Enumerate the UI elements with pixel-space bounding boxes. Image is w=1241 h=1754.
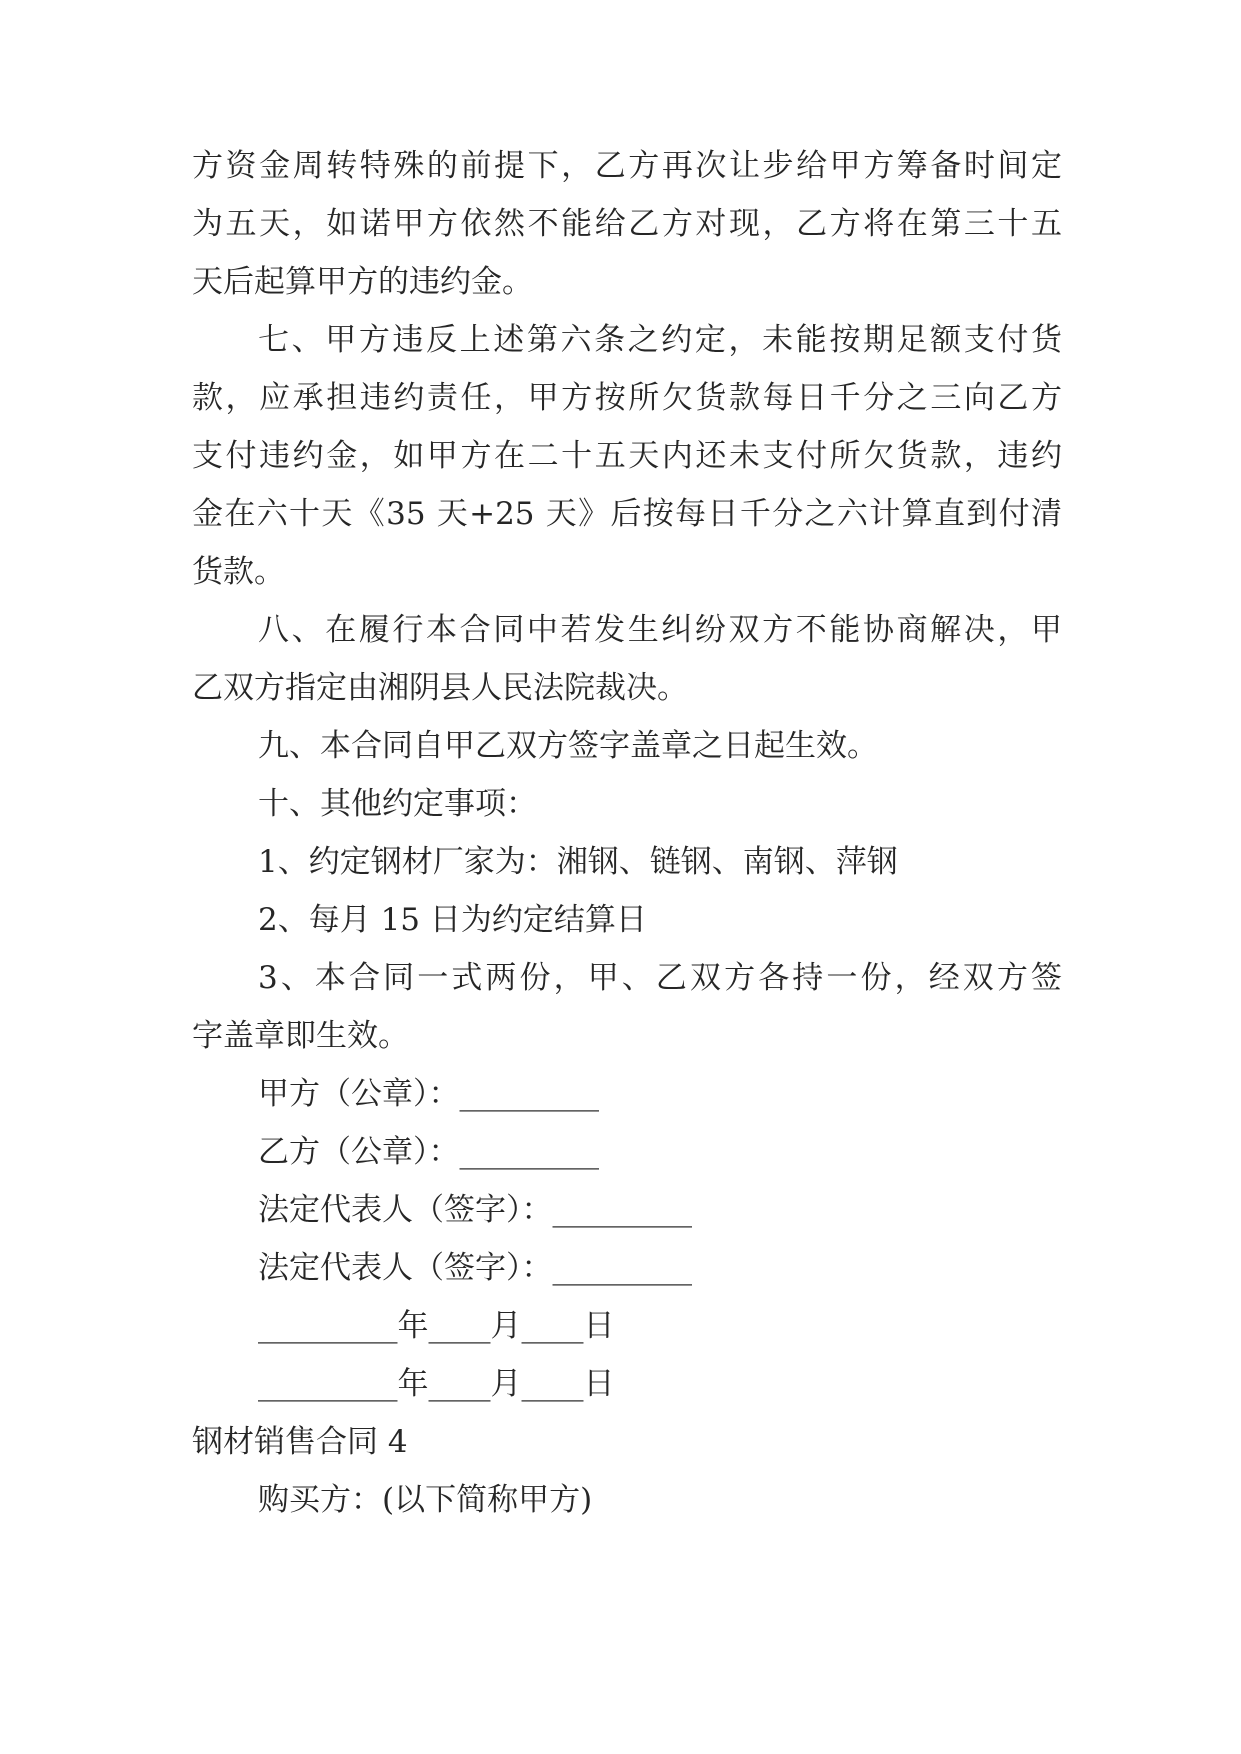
- date-line: _________年____月____日: [258, 1366, 615, 1402]
- buyer-line: 购买方：(以下简称甲方): [258, 1482, 593, 1518]
- party-a-seal-line: 甲方（公章）：_________: [258, 1076, 599, 1112]
- paragraph-line: 支付违约金，如甲方在二十五天内还未支付所欠货款，违约: [192, 438, 1062, 474]
- clause-9-line: 九、本合同自甲乙双方签字盖章之日起生效。: [258, 728, 878, 764]
- party-b-seal-line: 乙方（公章）：_________: [258, 1134, 599, 1170]
- paragraph-line: 货款。: [192, 554, 285, 590]
- paragraph-line: 金在六十天《35 天+25 天》后按每日千分之六计算直到付清: [192, 496, 1062, 532]
- contract-title: 钢材销售合同 4: [192, 1424, 408, 1460]
- clause-10-heading: 十、其他约定事项：: [258, 786, 537, 822]
- list-item-2: 2、每月 15 日为约定结算日: [258, 902, 647, 938]
- paragraph-line: 乙双方指定由湘阴县人民法院裁决。: [192, 670, 688, 706]
- legal-rep-signature-line: 法定代表人（签字）：_________: [258, 1250, 692, 1286]
- paragraph-line: 字盖章即生效。: [192, 1018, 409, 1054]
- list-item-3: 3、本合同一式两份，甲、乙双方各持一份，经双方签: [258, 960, 1062, 996]
- paragraph-line: 方资金周转特殊的前提下，乙方再次让步给甲方筹备时间定: [192, 148, 1062, 184]
- clause-7-heading-line: 七、甲方违反上述第六条之约定，未能按期足额支付货: [258, 322, 1062, 358]
- date-line: _________年____月____日: [258, 1308, 615, 1344]
- legal-rep-signature-line: 法定代表人（签字）：_________: [258, 1192, 692, 1228]
- paragraph-line: 款，应承担违约责任，甲方按所欠货款每日千分之三向乙方: [192, 380, 1062, 416]
- list-item-1: 1、约定钢材厂家为：湘钢、链钢、南钢、萍钢: [258, 844, 898, 880]
- paragraph-line: 为五天，如诺甲方依然不能给乙方对现，乙方将在第三十五: [192, 206, 1062, 242]
- clause-8-heading-line: 八、在履行本合同中若发生纠纷双方不能协商解决，甲: [258, 612, 1062, 648]
- paragraph-line: 天后起算甲方的违约金。: [192, 264, 533, 300]
